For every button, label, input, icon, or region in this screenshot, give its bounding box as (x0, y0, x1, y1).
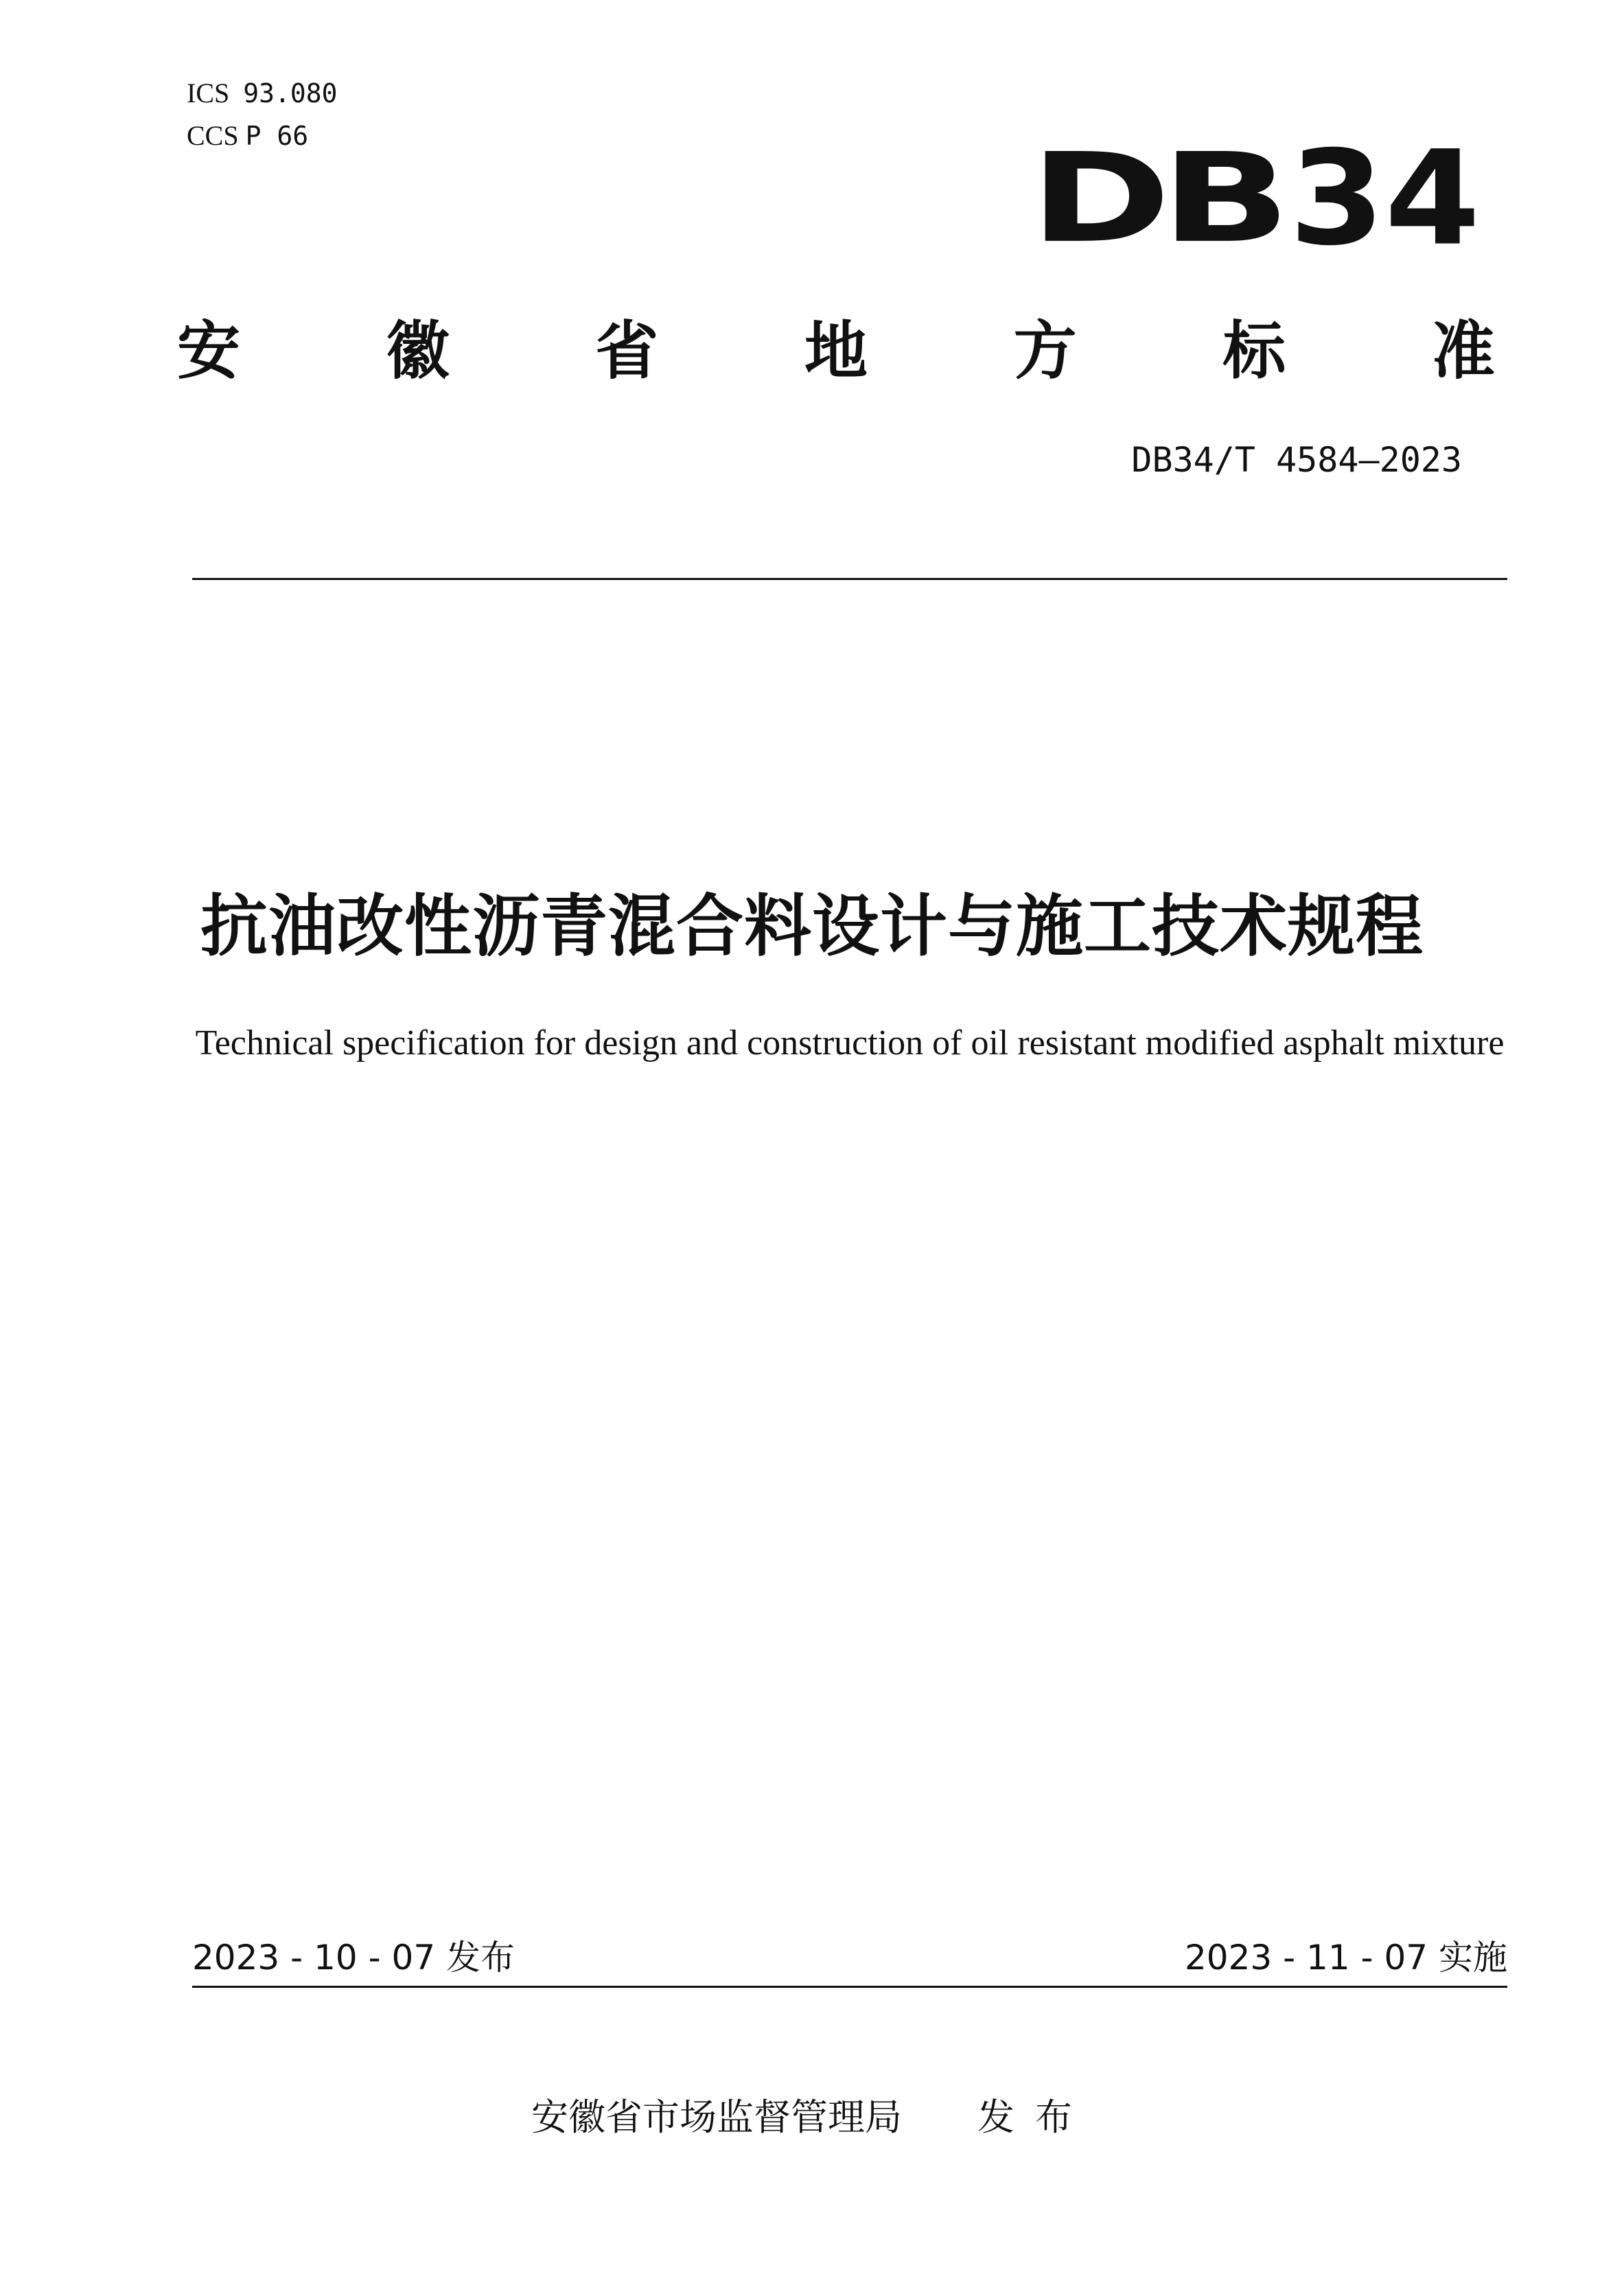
standard-type-char: 地 (804, 314, 868, 388)
top-divider (192, 578, 1507, 580)
standard-type-char: 省 (595, 314, 659, 388)
ccs-label: CCS (187, 120, 239, 151)
implementation-date: 2023 - 11 - 07 实施 (1184, 1938, 1507, 1978)
ccs-value: P 66 (245, 121, 309, 151)
ccs-code (187, 119, 308, 152)
db34-logo (1030, 122, 1481, 275)
standard-type-char: 准 (1431, 314, 1495, 388)
standard-type-heading (177, 310, 1495, 393)
ics-value: 93.080 (243, 78, 338, 108)
standard-type-char: 方 (1013, 314, 1077, 388)
standard-type-char: 徽 (386, 314, 450, 388)
ics-label: ICS (187, 78, 230, 108)
issuer-action: 发布 (977, 2096, 1093, 2139)
publish-date: 2023 - 10 - 07 发布 (192, 1938, 515, 1978)
ics-code (187, 77, 338, 110)
bottom-divider (192, 1986, 1507, 1988)
standard-code: DB34/T 4584—2023 (1131, 440, 1462, 480)
logo-number: 34 (1289, 122, 1481, 275)
standard-type-char: 标 (1222, 314, 1286, 388)
title-english: Technical specification for design and construction of oil resistant modified asphalt mixture (195, 1023, 1505, 1063)
title-chinese: 抗油改性沥青混合料设计与施工技术规程 (200, 888, 1424, 966)
logo-letters: DB (1030, 127, 1281, 270)
standard-type-char: 安 (177, 314, 241, 388)
issuer-organization: 安徽省市场监督管理局 (531, 2096, 902, 2139)
issuer-line (0, 2094, 1624, 2142)
